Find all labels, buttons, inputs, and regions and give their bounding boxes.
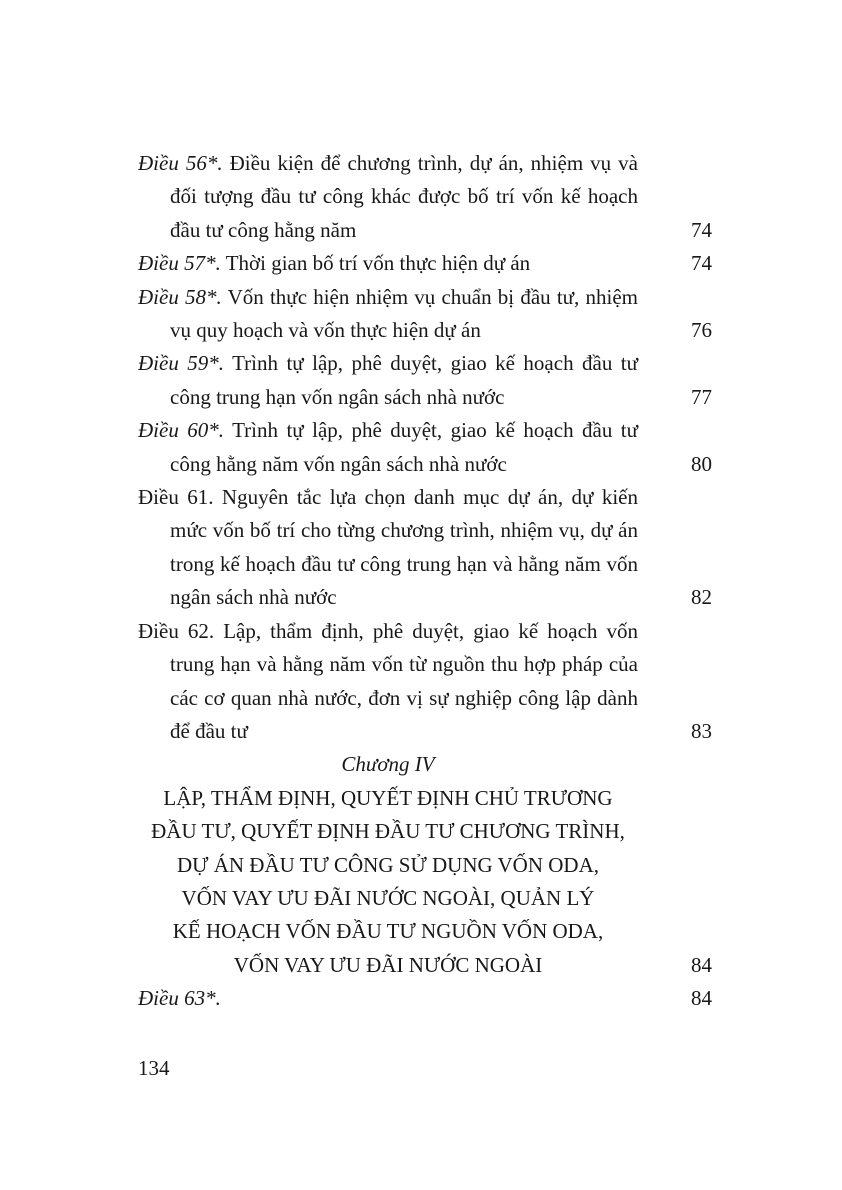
entry-page-number: 80 [691,451,712,476]
entry-page-number: 84 [691,986,712,1011]
footer-page-number: 134 [138,1056,170,1080]
chapter-title-line: DỰ ÁN ĐẦU TƯ CÔNG SỬ DỤNG VỐN ODA, [176,852,600,877]
chapter-title-line: KẾ HOẠCH VỐN ĐẦU TƯ NGUỒN VỐN ODA, [172,919,604,944]
entry-label: Điều 56*. [138,151,223,175]
chapter-heading [138,748,712,982]
chapter-title-line: VỐN VAY ƯU ĐÃI NƯỚC NGOÀI, QUẢN LÝ [181,885,595,910]
entry-page-number: 82 [691,585,712,610]
entry-label: Điều 59*. [138,351,225,376]
entry-label: Điều 58*. [138,284,222,309]
entry-text: Vốn thực hiện nhiệm vụ chuẩn bị đầu tư, nhiệm vụ quy hoạch và vốn thực hiện dự án [170,284,638,343]
entry-text: Trình tự lập, phê duyệt, giao kế hoạch đầu tư công hằng năm vốn ngân sách nhà nước [170,418,639,476]
entry-text: Trình tự lập, phê duyệt, giao kế hoạch đầu tư công trung hạn vốn ngân sách nhà nước [170,351,639,409]
toc-entry [138,281,712,348]
toc-entry [138,414,712,481]
toc-entry [138,347,712,414]
entry-label: Điều 62. [138,618,215,643]
toc-entry [138,147,712,247]
entry-label: Điều 60*. [138,418,225,443]
entry-page-number: 74 [691,251,712,276]
entry-text: Nguyên tắc lựa chọn danh mục dự án, dự kiến mức vốn bố trí cho từng chương trình, nhiệm vụ, dự án trong kế hoạch đầu tư công trung hạn và hằng năm vốn ngân sách nhà nước [170,485,638,610]
toc-entry [138,481,712,615]
entry-text: Thời gian bố trí vốn thực hiện dự án [225,251,531,276]
chapter-kicker: Chương IV [341,752,435,777]
entry-label: Điều 61. [138,485,214,510]
table-of-contents [138,147,712,1016]
toc-entry [138,982,712,1015]
toc-entry [138,247,712,280]
entry-page-number: 83 [691,718,712,743]
entry-page-number: 74 [691,217,712,242]
chapter-title-line: LẬP, THẨM ĐỊNH, QUYẾT ĐỊNH CHỦ TRƯƠNG [163,785,613,810]
entry-label: Điều 63*. [138,986,221,1011]
toc-entry [138,615,712,749]
entry-text: Điều kiện để chương trình, dự án, nhiệm vụ và đối tượng đầu tư công khác được bố trí vốn kế hoạch đầu tư công hằng năm [170,151,639,242]
chapter-title-line: ĐẦU TƯ, QUYẾT ĐỊNH ĐẦU TƯ CHƯƠNG TRÌNH, [151,819,625,844]
chapter-page-number: 84 [691,952,712,977]
entry-text: Lập, thẩm định, phê duyệt, giao kế hoạch vốn trung hạn và hằng năm vốn từ nguồn thu hợp pháp của các cơ quan nhà nước, đơn vị sự nghiệp công lập dành để đầu tư [170,618,638,743]
chapter-title-line: VỐN VAY ƯU ĐÃI NƯỚC NGOÀI [233,952,543,977]
entry-label: Điều 57*. [138,251,221,276]
entry-page-number: 76 [691,318,712,343]
entry-page-number: 77 [691,384,712,409]
